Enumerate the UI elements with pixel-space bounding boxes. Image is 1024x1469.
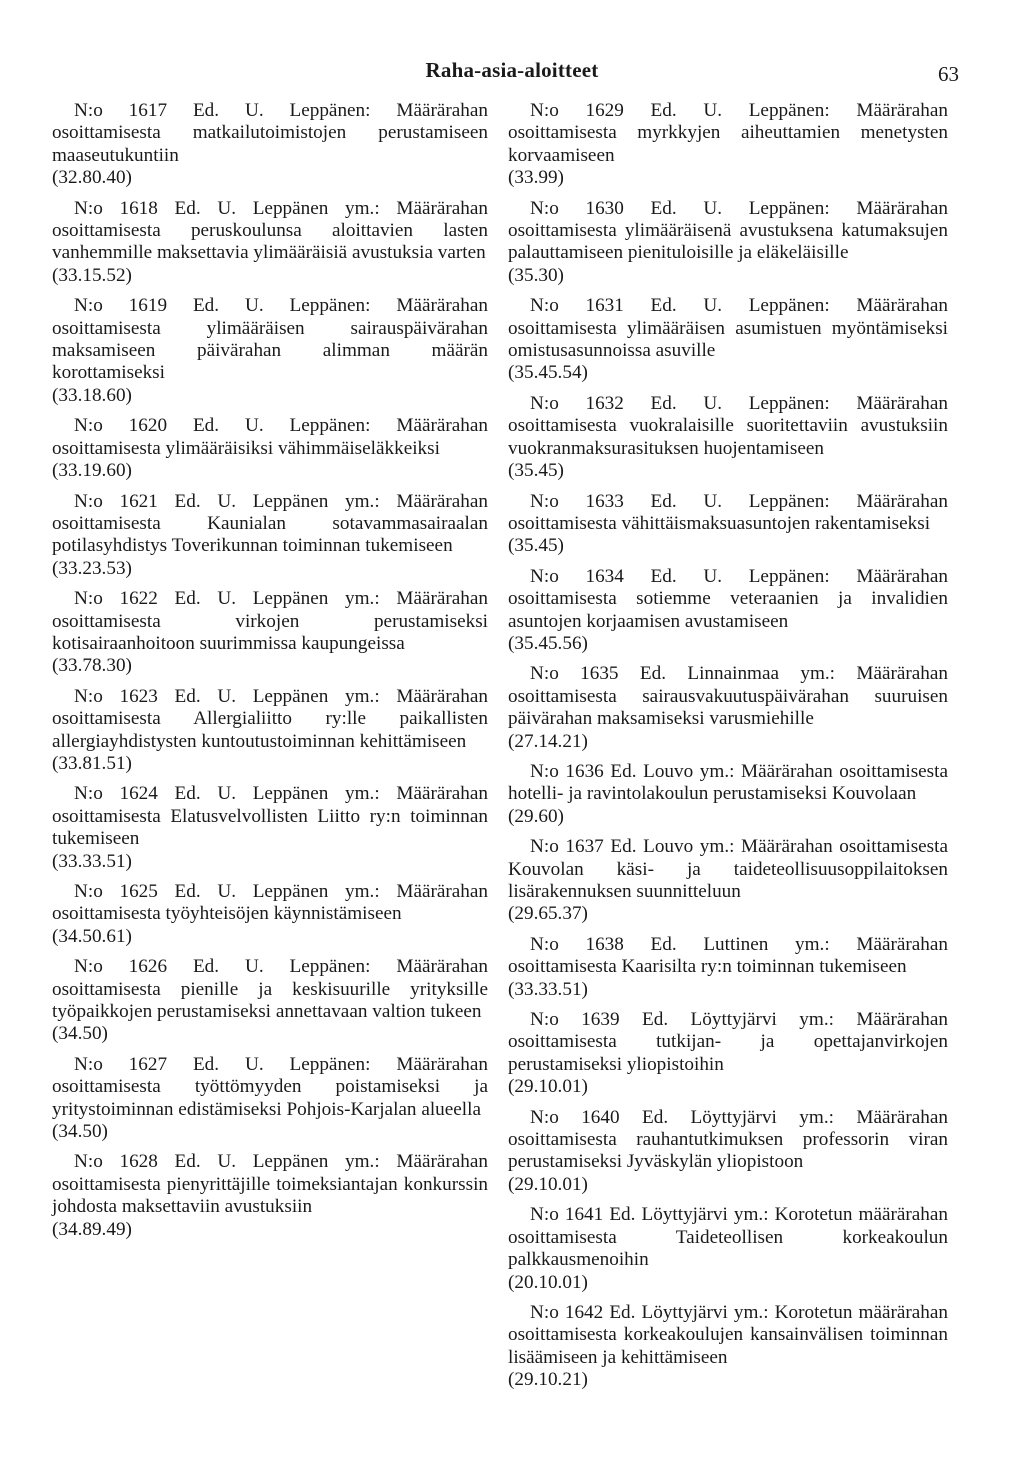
entry-text: N:o 1630 Ed. U. Leppänen: Määrärahan osoittamisesta ylimääräisenä avustuksena katumaksujen palauttamiseen pienituloisille ja eläkeläisille [508, 197, 948, 264]
entry-text: N:o 1638 Ed. Luttinen ym.: Määrärahan osoittamisesta Kaarisilta ry:n toiminnan tukemiseen [508, 933, 948, 978]
running-title: Raha-asia-aloitteet [425, 58, 599, 82]
entry-code: (33.81.51) [52, 752, 132, 774]
entry-text: N:o 1634 Ed. U. Leppänen: Määrärahan osoittamisesta sotiemme veteraanien ja invalidien asuntojen korjaamisen avustamiseen [508, 565, 948, 632]
list-item [52, 881, 488, 948]
list-item [508, 761, 948, 828]
entry-code: (29.65.37) [508, 903, 588, 925]
list-item [52, 686, 488, 776]
entry-code: (29.10.21) [508, 1369, 588, 1391]
entry-code: (35.45) [508, 535, 564, 557]
entry-code: (33.19.60) [52, 460, 132, 482]
entry-code: (33.99) [508, 167, 564, 189]
list-item [52, 1054, 488, 1144]
entry-code: (29.10.01) [508, 1173, 588, 1195]
entry-code: (35.45) [508, 460, 564, 482]
entry-text: N:o 1640 Ed. Löyttyjärvi ym.: Määrärahan osoittamisesta rauhantutkimuksen professorin viran perustamiseksi Jyväskylän yliopistoon [508, 1106, 948, 1173]
list-item [508, 198, 948, 288]
entry-code: (27.14.21) [508, 730, 588, 752]
list-item [52, 491, 488, 581]
entry-text: N:o 1639 Ed. Löyttyjärvi ym.: Määrärahan osoittamisesta tutkijan- ja opettajanvirkojen perustamiseksi yliopistoihin [508, 1009, 948, 1075]
entry-text: N:o 1620 Ed. U. Leppänen: Määrärahan osoittamisesta ylimääräisiksi vähimmäiseläkkeiksi [52, 415, 488, 459]
list-item [52, 100, 488, 190]
entry-text: N:o 1632 Ed. U. Leppänen: Määrärahan osoittamisesta vuokralaisille suoritettaviin avustuksiin vuokranmaksurasituksen huojentamiseen [508, 392, 948, 459]
entry-code: (35.30) [508, 264, 564, 286]
entry-text: N:o 1622 Ed. U. Leppänen ym.: Määrärahan osoittamisesta virkojen perustamiseksi kotisairaanhoitoon suurimmissa kaupungeissa [52, 588, 488, 654]
entry-text: N:o 1625 Ed. U. Leppänen ym.: Määrärahan osoittamisesta työyhteisöjen käynnistämiseen [52, 881, 488, 925]
entry-code: (33.18.60) [52, 384, 132, 406]
entry-text: N:o 1619 Ed. U. Leppänen: Määrärahan osoittamisesta ylimääräisen sairauspäivärahan maksamiseen päivärahan alimman määrän korottamiseksi [52, 295, 488, 384]
list-item [508, 566, 948, 656]
entry-code: (34.89.49) [52, 1218, 132, 1240]
list-item [508, 100, 948, 190]
entry-code: (20.10.01) [508, 1271, 588, 1293]
list-item [52, 783, 488, 873]
list-item [52, 198, 488, 288]
entry-text: N:o 1617 Ed. U. Leppänen: Määrärahan osoittamisesta matkailutoimistojen perustamiseen maaseutukuntiin [52, 100, 488, 166]
entry-code: (33.33.51) [508, 978, 588, 1000]
list-item [508, 836, 948, 926]
entry-text: N:o 1624 Ed. U. Leppänen ym.: Määrärahan osoittamisesta Elatusvelvollisten Liitto ry:n toiminnan tukemiseen [52, 783, 488, 850]
entry-code: (29.60) [508, 805, 564, 827]
list-item [52, 588, 488, 678]
entry-text: N:o 1642 Ed. Löyttyjärvi ym.: Korotetun määrärahan osoittamisesta korkeakoulujen kansainvälisen toiminnan lisäämiseen ja kehittämiseen [508, 1301, 948, 1368]
list-item [508, 491, 948, 558]
list-item [52, 956, 488, 1046]
entry-code: (34.50) [52, 1023, 108, 1045]
right-column [508, 100, 948, 1400]
entry-code: (29.10.01) [508, 1076, 588, 1098]
entry-code: (34.50.61) [52, 925, 132, 947]
entry-text: N:o 1629 Ed. U. Leppänen: Määrärahan osoittamisesta myrkkyjen aiheuttamien menetysten korvaamiseen [508, 100, 948, 166]
entry-code: (33.23.53) [52, 557, 132, 579]
list-item [52, 295, 488, 407]
list-item [508, 295, 948, 385]
entry-code: (33.78.30) [52, 655, 132, 677]
list-item [508, 1107, 948, 1197]
entry-code: (33.33.51) [52, 850, 132, 872]
list-item [508, 1204, 948, 1294]
entry-text: N:o 1641 Ed. Löyttyjärvi ym.: Korotetun määrärahan osoittamisesta Taideteollisen korkeakoulun palkkausmenoihin [508, 1204, 948, 1271]
list-item [508, 934, 948, 1001]
list-item [508, 663, 948, 753]
entry-text: N:o 1637 Ed. Louvo ym.: Määrärahan osoittamisesta Kouvolan käsi- ja taideteollisuusoppilaitoksen lisärakennuksen suunnitteluun [508, 836, 948, 902]
entry-text: N:o 1635 Ed. Linnainmaa ym.: Määrärahan osoittamisesta sairausvakuutuspäivärahan suuruisen päivärahan maksamiseksi varusmiehille [508, 663, 948, 730]
entry-code: (33.15.52) [52, 264, 132, 286]
entry-text: N:o 1631 Ed. U. Leppänen: Määrärahan osoittamisesta ylimääräisen asumistuen myöntämiseksi omistusasunnoissa asuville [508, 295, 948, 362]
entry-text: N:o 1633 Ed. U. Leppänen: Määrärahan osoittamisesta vähittäismaksuasuntojen rakentamiseksi [508, 490, 948, 534]
entry-code: (32.80.40) [52, 167, 132, 189]
entry-text: N:o 1628 Ed. U. Leppänen ym.: Määrärahan osoittamisesta pienyrittäjille toimeksiantajan konkurssin johdosta maksettaviin avustuksiin [52, 1151, 488, 1218]
list-item [52, 415, 488, 482]
page-number: 63 [938, 62, 959, 86]
list-item [508, 1302, 948, 1392]
left-column [52, 100, 488, 1249]
list-item [508, 393, 948, 483]
entry-text: N:o 1621 Ed. U. Leppänen ym.: Määrärahan osoittamisesta Kaunialan sotavammasairaalan potilasyhdistys Toverikunnan toiminnan tukemiseen [52, 490, 488, 557]
entry-text: N:o 1618 Ed. U. Leppänen ym.: Määrärahan osoittamisesta peruskoulunsa aloittavien lasten vanhemmille maksettavia ylimääräisiä avustuksia varten [52, 197, 488, 264]
entry-code: (35.45.54) [508, 362, 588, 384]
list-item [508, 1009, 948, 1099]
list-item [52, 1151, 488, 1241]
entry-code: (34.50) [52, 1121, 108, 1143]
entry-code: (35.45.56) [508, 632, 588, 654]
entry-text: N:o 1627 Ed. U. Leppänen: Määrärahan osoittamisesta työttömyyden poistamiseksi ja yritystoiminnan edistämiseksi Pohjois-Karjalan alueella [52, 1053, 488, 1120]
entry-text: N:o 1626 Ed. U. Leppänen: Määrärahan osoittamisesta pienille ja keskisuurille yrityksille työpaikkojen perustamiseksi annettavaan valtion tukeen [52, 956, 488, 1023]
entry-text: N:o 1636 Ed. Louvo ym.: Määrärahan osoittamisesta hotelli- ja ravintolakoulun perustamiseksi Kouvolaan [508, 760, 948, 805]
entry-text: N:o 1623 Ed. U. Leppänen ym.: Määrärahan osoittamisesta Allergialiitto ry:lle paikallisten allergiayhdistysten kuntoutustoiminnan kehittämiseen [52, 685, 488, 752]
